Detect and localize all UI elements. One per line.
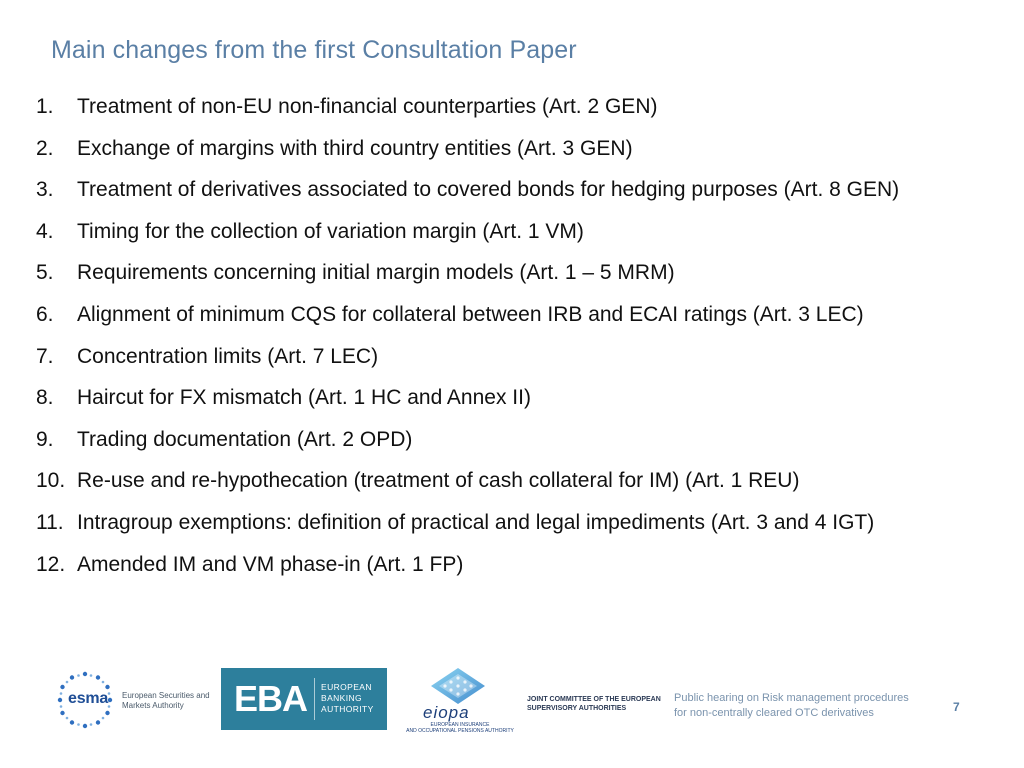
joint-committee-label [527, 695, 661, 713]
footer-hearing-line: for non-centrally cleared OTC derivatives [674, 707, 874, 719]
list-item [36, 466, 1006, 495]
item-text: Re-use and re-hypothecation (treatment of cash collateral for IM) (Art. 1 REU) [77, 469, 800, 493]
item-text: Treatment of non-EU non-financial counterparties (Art. 2 GEN) [77, 95, 658, 118]
list-item [36, 300, 1006, 329]
list-item [36, 342, 1006, 371]
eiopa-wordmark: eiopa [423, 703, 470, 722]
item-number: 4. [36, 219, 54, 243]
item-number: 5. [36, 261, 54, 285]
list-item [36, 92, 1006, 121]
eba-tagline [321, 682, 374, 715]
item-number: 9. [36, 427, 54, 451]
item-text: Amended IM and VM phase-in (Art. 1 FP) [77, 552, 464, 576]
list-item [36, 508, 1006, 537]
list-item [36, 425, 1006, 454]
item-number: 2. [36, 136, 54, 160]
item-text: Requirements concerning initial margin models (Art. 1 – 5 MRM) [77, 261, 675, 285]
eba-wordmark: EBA [234, 678, 308, 719]
joint-committee-line: SUPERVISORY AUTHORITIES [527, 705, 627, 712]
list-item [36, 175, 1006, 204]
esma-tagline-line: Markets Authority [122, 701, 184, 710]
list-item [36, 550, 1006, 579]
eiopa-tagline-line: AND OCCUPATIONAL PENSIONS AUTHORITY [406, 728, 514, 734]
eiopa-logo [405, 666, 515, 734]
esma-wordmark: esma [68, 690, 109, 707]
eba-tagline-line: EUROPEAN [321, 682, 372, 692]
changes-list [36, 92, 1006, 591]
footer-hearing-text [674, 691, 909, 721]
item-text: Exchange of margins with third country entities (Art. 3 GEN) [77, 136, 633, 160]
item-number: 11. [36, 510, 64, 534]
eiopa-tagline [405, 722, 515, 734]
page-number: 7 [953, 700, 960, 714]
item-number: 1. [36, 95, 54, 118]
eba-tagline-line: BANKING [321, 693, 363, 703]
item-text: Haircut for FX mismatch (Art. 1 HC and Annex II) [77, 386, 531, 410]
item-text: Concentration limits (Art. 7 LEC) [77, 344, 379, 368]
item-number: 6. [36, 302, 54, 326]
esma-tagline-line: European Securities and [122, 691, 210, 700]
item-number: 8. [36, 386, 54, 410]
eba-divider [314, 678, 315, 720]
item-text: Trading documentation (Art. 2 OPD) [77, 427, 413, 451]
item-number: 10. [36, 469, 66, 493]
list-item [36, 258, 1006, 287]
joint-committee-line: JOINT COMMITTEE OF THE EUROPEAN [527, 696, 661, 703]
item-text: Treatment of derivatives associated to covered bonds for hedging purposes (Art. 8 GEN) [77, 178, 900, 202]
eiopa-emblem-icon [427, 666, 489, 706]
item-number: 12. [36, 552, 66, 576]
esma-tagline [122, 691, 212, 711]
eba-tagline-line: AUTHORITY [321, 704, 374, 714]
list-item [36, 383, 1006, 412]
item-text: Timing for the collection of variation margin (Art. 1 VM) [77, 219, 584, 243]
list-item [36, 217, 1006, 246]
slide-title: Main changes from the first Consultation Paper [51, 36, 577, 64]
list-item [36, 134, 1006, 163]
footer-hearing-line: Public hearing on Risk management procedures [674, 692, 909, 704]
eba-logo [221, 668, 387, 730]
item-text: Alignment of minimum CQS for collateral between IRB and ECAI ratings (Art. 3 LEC) [77, 302, 864, 326]
item-number: 3. [36, 178, 54, 202]
item-number: 7. [36, 344, 54, 368]
esma-logo [53, 668, 208, 732]
eiopa-tagline-line: EUROPEAN INSURANCE [430, 722, 490, 728]
item-text: Intragroup exemptions: definition of practical and legal impediments (Art. 3 and 4 IGT) [77, 510, 875, 534]
